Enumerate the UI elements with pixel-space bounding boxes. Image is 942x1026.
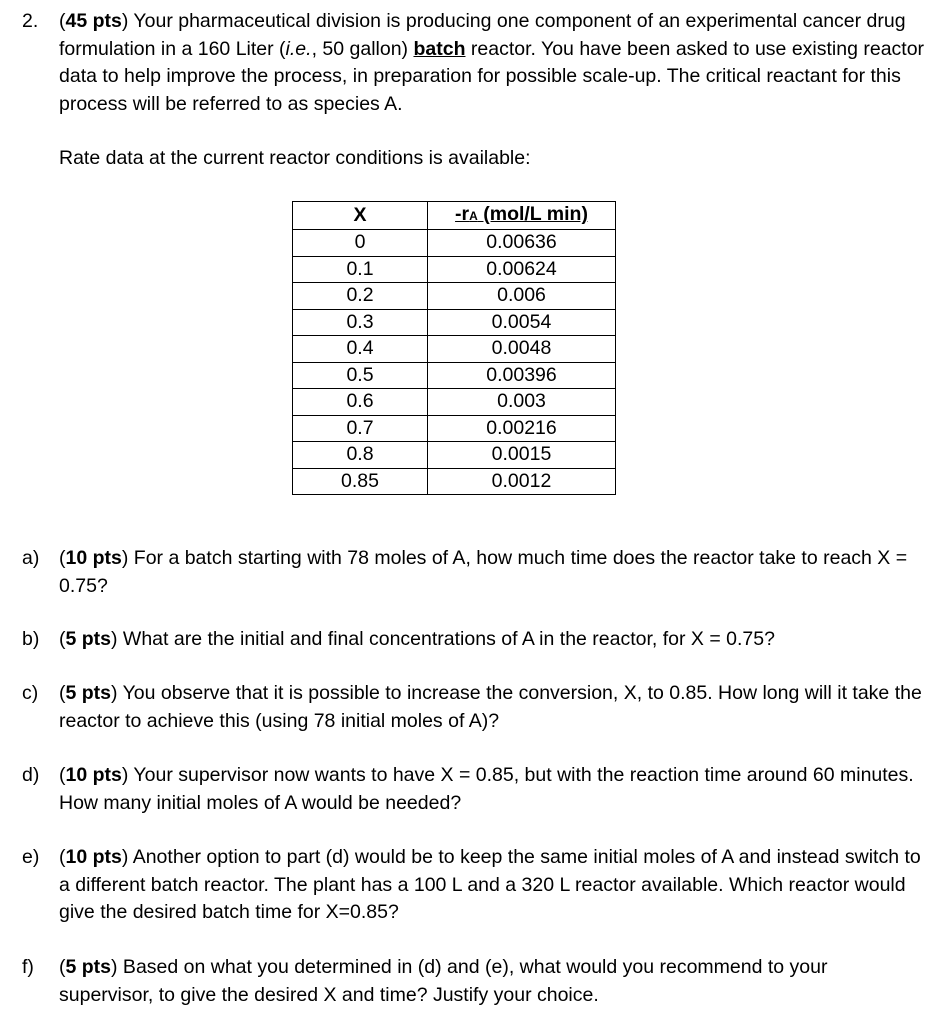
part-letter: d) — [22, 764, 40, 786]
part-question: What are the initial and final concentrations of A in the reactor, for X = 0.75? — [117, 628, 775, 650]
cell-rate: 0.00636 — [428, 230, 616, 257]
part-question: Based on what you determined in (d) and (e), what would you recommend to your supervisor, to give the desired X and time? Justify your choice. — [59, 956, 828, 1006]
part-f — [22, 954, 922, 1009]
cell-x: 0.1 — [293, 256, 428, 283]
part-e — [22, 844, 922, 927]
cell-rate: 0.0054 — [428, 309, 616, 336]
part-question: You observe that it is possible to increase the conversion, X, to 0.85. How long will it take the reactor to achieve this (using 78 initial moles of A)? — [59, 682, 922, 732]
part-text: (10 pts) Your supervisor now wants to have X = 0.85, but with the reaction time around 60 minutes. How many initial moles of A would be needed? — [59, 764, 914, 814]
part-letter: f) — [22, 956, 34, 978]
rate-data-table — [292, 201, 616, 495]
intro-batch-word: batch — [413, 37, 466, 60]
part-question: Another option to part (d) would be to keep the same initial moles of A and instead switch to a different batch reactor. The plant has a 100 L and a 320 L reactor available. Which reactor would give the desired batch time for X=0.85? — [59, 846, 921, 923]
rate-data-intro: Rate data at the current reactor conditions is available: — [59, 147, 531, 169]
table-row — [293, 309, 616, 336]
header-x: X — [293, 202, 428, 230]
cell-rate: 0.0015 — [428, 442, 616, 469]
table-row — [293, 415, 616, 442]
intro-text-1: Your pharmaceutical division is producing one component of an experimental cancer drug formulation in a 160 Liter ( — [59, 10, 906, 60]
points-open: ( — [59, 10, 66, 32]
table-row — [293, 389, 616, 416]
cell-rate: 0.00396 — [428, 362, 616, 389]
part-a — [22, 545, 922, 600]
part-b — [22, 626, 922, 654]
table-row — [293, 283, 616, 310]
part-points: 10 pts — [65, 846, 122, 868]
cell-rate: 0.006 — [428, 283, 616, 310]
cell-x: 0.3 — [293, 309, 428, 336]
question-number: 2. — [22, 10, 39, 32]
table-row — [293, 336, 616, 363]
table-row — [293, 362, 616, 389]
cell-x: 0 — [293, 230, 428, 257]
part-points: 5 pts — [65, 682, 112, 704]
part-d — [22, 762, 922, 817]
table-row — [293, 442, 616, 469]
cell-x: 0.4 — [293, 336, 428, 363]
intro-text-3: reactor. You have been asked to use existing reactor data to help improve the process, in preparation for possible scale-up. The critical reactant for this process will be referred to as species A. — [59, 37, 925, 115]
cell-x: 0.2 — [293, 283, 428, 310]
points-close: ) — [121, 10, 129, 32]
part-question: For a batch starting with 78 moles of A, how much time does the reactor take to reach X = 0.75? — [59, 547, 908, 597]
part-text: (10 pts) Another option to part (d) would be to keep the same initial moles of A and instead switch to a different batch reactor. The plant has a 100 L and a 320 L reactor available. Which reactor would give the desired batch time for X=0.85? — [59, 846, 921, 923]
cell-rate: 0.00216 — [428, 415, 616, 442]
cell-x: 0.6 — [293, 389, 428, 416]
table-row — [293, 256, 616, 283]
question-intro — [59, 8, 929, 118]
part-letter: c) — [22, 682, 39, 704]
part-points: 5 pts — [65, 956, 112, 978]
header-rate-subscript: A — [469, 209, 478, 223]
cell-x: 0.7 — [293, 415, 428, 442]
table-row — [293, 230, 616, 257]
part-letter: a) — [22, 547, 40, 569]
part-letter: e) — [22, 846, 40, 868]
part-question: Your supervisor now wants to have X = 0.85, but with the reaction time around 60 minutes. How many initial moles of A would be needed? — [59, 764, 914, 814]
part-text: (5 pts) Based on what you determined in (d) and (e), what would you recommend to your supervisor, to give the desired X and time? Justify your choice. — [59, 956, 828, 1006]
part-points: 5 pts — [65, 628, 112, 650]
header-rate-units: (mol/L min) — [477, 203, 588, 225]
part-text: (5 pts) What are the initial and final concentrations of A in the reactor, for X = 0.75? — [59, 628, 775, 650]
part-text: (10 pts) For a batch starting with 78 moles of A, how much time does the reactor take to reach X = 0.75? — [59, 547, 908, 597]
table-header-row — [293, 202, 616, 230]
cell-rate: 0.0048 — [428, 336, 616, 363]
part-points: 10 pts — [65, 547, 122, 569]
cell-x: 0.85 — [293, 468, 428, 495]
cell-x: 0.5 — [293, 362, 428, 389]
part-text: (5 pts) You observe that it is possible to increase the conversion, X, to 0.85. How long will it take the reactor to achieve this (using 78 initial moles of A)? — [59, 682, 922, 732]
intro-ie: i.e. — [285, 37, 312, 60]
part-c — [22, 680, 922, 735]
table-row — [293, 468, 616, 495]
part-letter: b) — [22, 628, 40, 650]
header-rate — [428, 202, 616, 230]
cell-rate: 0.003 — [428, 389, 616, 416]
question-points: 45 pts — [65, 10, 122, 32]
intro-text-2: , 50 gallon) — [311, 37, 414, 60]
cell-rate: 0.0012 — [428, 468, 616, 495]
part-points: 10 pts — [65, 764, 122, 786]
header-rate-prefix: -r — [455, 203, 470, 225]
cell-rate: 0.00624 — [428, 256, 616, 283]
cell-x: 0.8 — [293, 442, 428, 469]
